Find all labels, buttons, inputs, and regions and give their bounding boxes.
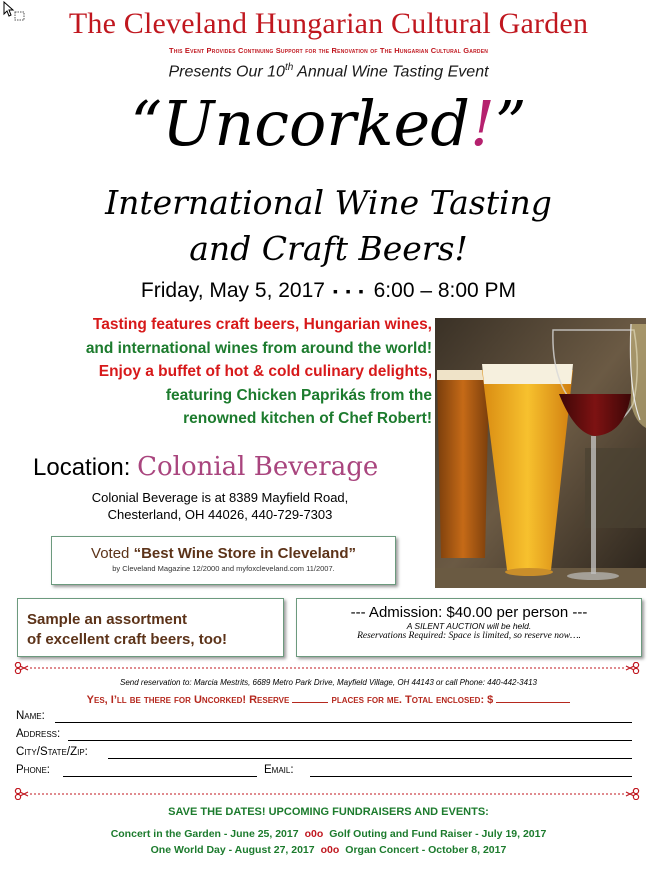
address-field[interactable] — [68, 740, 632, 741]
reserve-line — [0, 692, 657, 706]
name-field[interactable] — [55, 722, 632, 723]
event-subtitle-line1: International Wine Tasting — [105, 183, 552, 222]
presents-line — [0, 62, 657, 81]
sample-line-1: Sample an assortment — [27, 611, 188, 628]
scissors-icon — [626, 788, 639, 799]
phone-field[interactable] — [63, 776, 257, 777]
sample-box — [17, 598, 284, 657]
event-world-day: One World Day - August 27, 2017 — [150, 844, 315, 856]
phone-label: Phone: — [16, 764, 50, 776]
event-concert: Concert in the Garden - June 25, 2017 — [110, 828, 299, 840]
save-the-dates-heading: SAVE THE DATES! UPCOMING FUNDRAISERS AND EVENTS: — [168, 806, 489, 818]
send-reservation-note: Send reservation to: Marcia Mestrits, 6689 Metro Park Drive, Mayfield Village, OH 44143 or call Phone: 440-442-3413 — [120, 678, 537, 687]
city-state-zip-field[interactable] — [108, 758, 632, 759]
feature-line-3: Enjoy a buffet of hot & cold culinary delights, — [98, 363, 432, 381]
location-line — [33, 452, 378, 482]
header-subtitle: This Event Provides Continuing Support for the Renovation of The Hungarian Cultural Garden — [168, 46, 489, 55]
feature-line-2: and international wines from around the world! — [85, 339, 432, 357]
email-field[interactable] — [310, 776, 632, 777]
cut-line-bottom — [14, 788, 640, 800]
events-separator: o0o — [320, 844, 340, 856]
event-name — [0, 84, 657, 164]
event-time: 6:00 – 8:00 PM — [373, 279, 517, 302]
venue-address — [55, 489, 385, 523]
silent-auction-note: A SILENT AUCTION will be held. — [406, 621, 532, 631]
event-name-exclamation: ! — [469, 87, 495, 160]
presents-suffix: Annual Wine Tasting Event — [293, 63, 489, 81]
event-organ-concert: Organ Concert - October 8, 2017 — [345, 844, 507, 856]
places-blank[interactable] — [292, 692, 328, 703]
voted-prefix: Voted — [91, 545, 134, 562]
total-blank[interactable] — [496, 692, 570, 703]
event-subtitle — [0, 180, 657, 272]
event-subtitle-line2: and Craft Beers! — [189, 229, 468, 268]
reserve-text-2: places for me. Total enclosed: $ — [331, 694, 494, 706]
events-row-1 — [0, 828, 657, 840]
feature-line-4: featuring Chicken Paprikás from the — [165, 386, 432, 404]
event-date: Friday, May 5, 2017 — [140, 279, 325, 302]
feature-line-1: Tasting features craft beers, Hungarian wines, — [92, 316, 432, 333]
location-label: Location: — [33, 454, 138, 481]
voted-award-line — [52, 545, 395, 562]
event-golf: Golf Outing and Fund Raiser - July 19, 2017 — [329, 828, 547, 840]
name-label: Name: — [16, 710, 45, 722]
cut-line-top — [14, 662, 640, 674]
voted-box — [51, 536, 396, 585]
reservations-note: Reservations Required: Space is limited, so reserve now…. — [357, 631, 581, 641]
feature-line-5: renowned kitchen of Chef Robert! — [183, 410, 432, 428]
event-name-text: “Uncorked — [130, 87, 470, 160]
voted-source: by Cleveland Magazine 12/2000 and myfoxcleveland.com 11/2007. — [112, 564, 335, 573]
admission-box — [296, 598, 642, 657]
event-datetime — [0, 279, 657, 303]
reserve-text-1: Yes, I’ll be there for Uncorked! Reserve — [86, 694, 290, 706]
address-line-1: Colonial Beverage is at 8389 Mayfield Road, — [91, 490, 349, 505]
address-label: Address: — [16, 728, 61, 740]
presents-ordinal: th — [284, 62, 294, 73]
events-separator: o0o — [304, 828, 324, 840]
city-state-zip-label: City/State/Zip: — [16, 746, 88, 758]
address-line-2: Chesterland, OH 44026, 440-729-7303 — [107, 507, 333, 522]
scissors-icon — [15, 788, 28, 799]
presents-prefix: Presents Our 10 — [168, 63, 285, 81]
date-separator: ▪ ▪ ▪ — [332, 283, 366, 300]
sample-line-2: of excellent craft beers, too! — [27, 631, 228, 648]
venue-name: Colonial Beverage — [137, 452, 379, 482]
scissors-icon — [15, 662, 28, 673]
scissors-icon — [626, 662, 639, 673]
beer-wine-photo — [435, 318, 646, 588]
features-text — [0, 313, 432, 431]
admission-price: --- Admission: $40.00 per person --- — [350, 604, 588, 621]
page-title: The Cleveland Hungarian Cultural Garden — [68, 7, 589, 40]
email-label: Email: — [264, 764, 294, 776]
voted-award: “Best Wine Store in Cleveland” — [133, 545, 356, 562]
event-name-quote: ” — [494, 87, 527, 160]
events-row-2 — [0, 844, 657, 856]
